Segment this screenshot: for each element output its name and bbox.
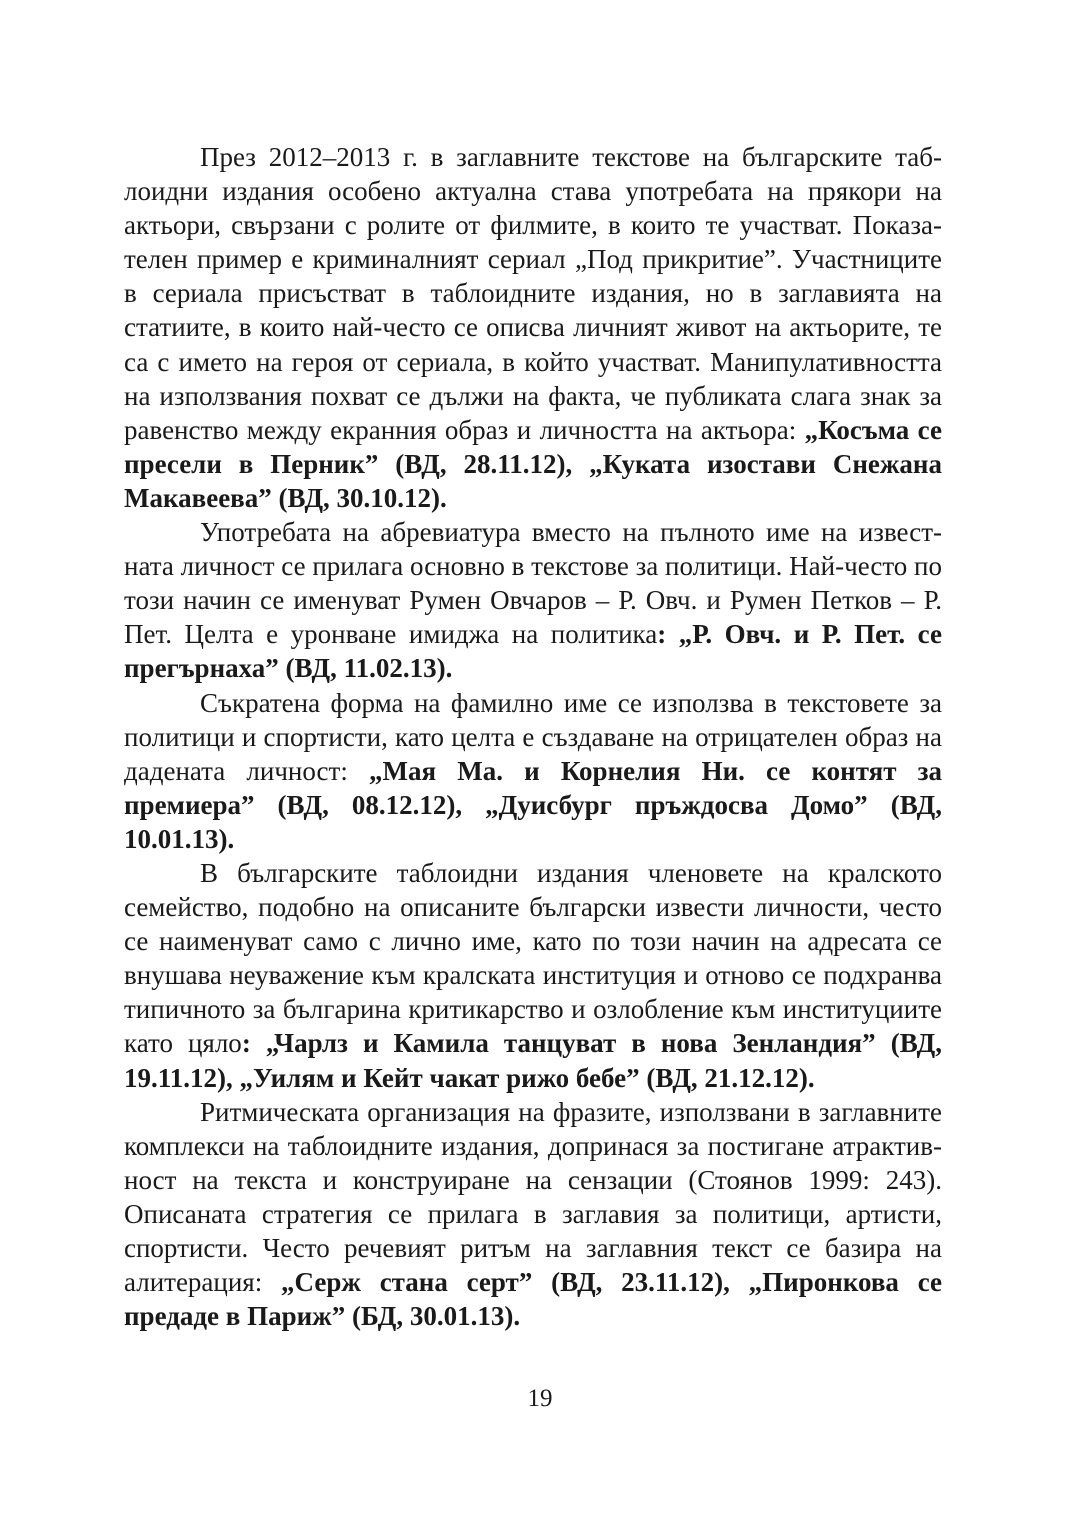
paragraph-rhythm <box>124 1095 942 1334</box>
paragraph-text: Съкратена форма на фамилно име се използва в текстовете за политици и спортисти, като целта е създаване на отрицателен образ на дадената личност: <box>124 687 942 786</box>
headline-examples: : „Р. Овч. и Р. Пет. се прегърнаха” (ВД, 11.02.13). <box>124 619 942 684</box>
paragraph-text: Ритмическата организация на фразите, използвани в заглавните комплекси на таблоидните издания, допринася за постигане атрактивност на текста и конструиране на сензации (Стоянов 1999: 243). Описаната стратегия се прилага в заглавия за политици, артисти, спортисти. Често речевият ритъм на заглавния текст се базира на алитерация: <box>124 1096 942 1298</box>
page-body <box>124 140 942 1333</box>
headline-examples: : „Чарлз и Камила танцуват в нова Зенландия” (ВД, 19.11.12), „Уилям и Кейт чакат рижо бебе” (ВД, 21.12.12). <box>124 1028 942 1093</box>
headline-examples: „Серж стана серт” (ВД, 23.11.12), „Пиронкова се предаде в Париж” (БД, 30.01.13). <box>124 1267 942 1332</box>
paragraph-royal-family <box>124 856 942 1095</box>
paragraph-text: Употребата на абревиатура вместо на пълното име на известната личност се прилага основно в текстове за политици. Най-често по този начин се именуват Румен Овчаров – Р. Овч. и Румен Петков – Р. Пет. Целта е уронване имиджа на политика <box>124 517 942 650</box>
paragraph-shortened-surnames <box>124 686 942 856</box>
paragraph-text: През 2012–2013 г. в заглавните текстове на българските таблоидни издания особено актуална става употребата на прякори на актьори, свързани с ролите от филмите, в които те участват. Показателен пример е криминалният сериал „Под прикритие”. Участниците в сериала присъстват в таблоидните издания, но в заглавията на статиите, в които най-често се описва личният живот на актьорите, те са с името на героя от сериала, в който участват. Манипулативността на използвания похват се дължи на факта, че публиката слага знак за равенство между екранния образ и личността на актьора: <box>124 142 942 445</box>
headline-examples: „Мая Ма. и Корнелия Ни. се контят за премиера” (ВД, 08.12.12), „Дуисбург пръждосва Домо” (ВД, 10.01.13). <box>124 755 942 854</box>
paragraph-text: В българските таблоидни издания членовете на кралското семейство, подобно на описаните български извести личности, често се наименуват само с лично име, като по този начин на адресата се внушава неуважение към кралската институция и отново се подхранва типичното за българина критикарство и озлобление към институциите като цяло <box>124 857 942 1059</box>
paragraph-nicknames <box>124 140 942 515</box>
paragraph-abbreviations <box>124 515 942 685</box>
page-number: 19 <box>527 1385 553 1412</box>
headline-examples: „Косъма се пресели в Перник” (ВД, 28.11.12), „Куката изостави Снежана Макавеева” (ВД, 30.10.12). <box>124 414 942 513</box>
